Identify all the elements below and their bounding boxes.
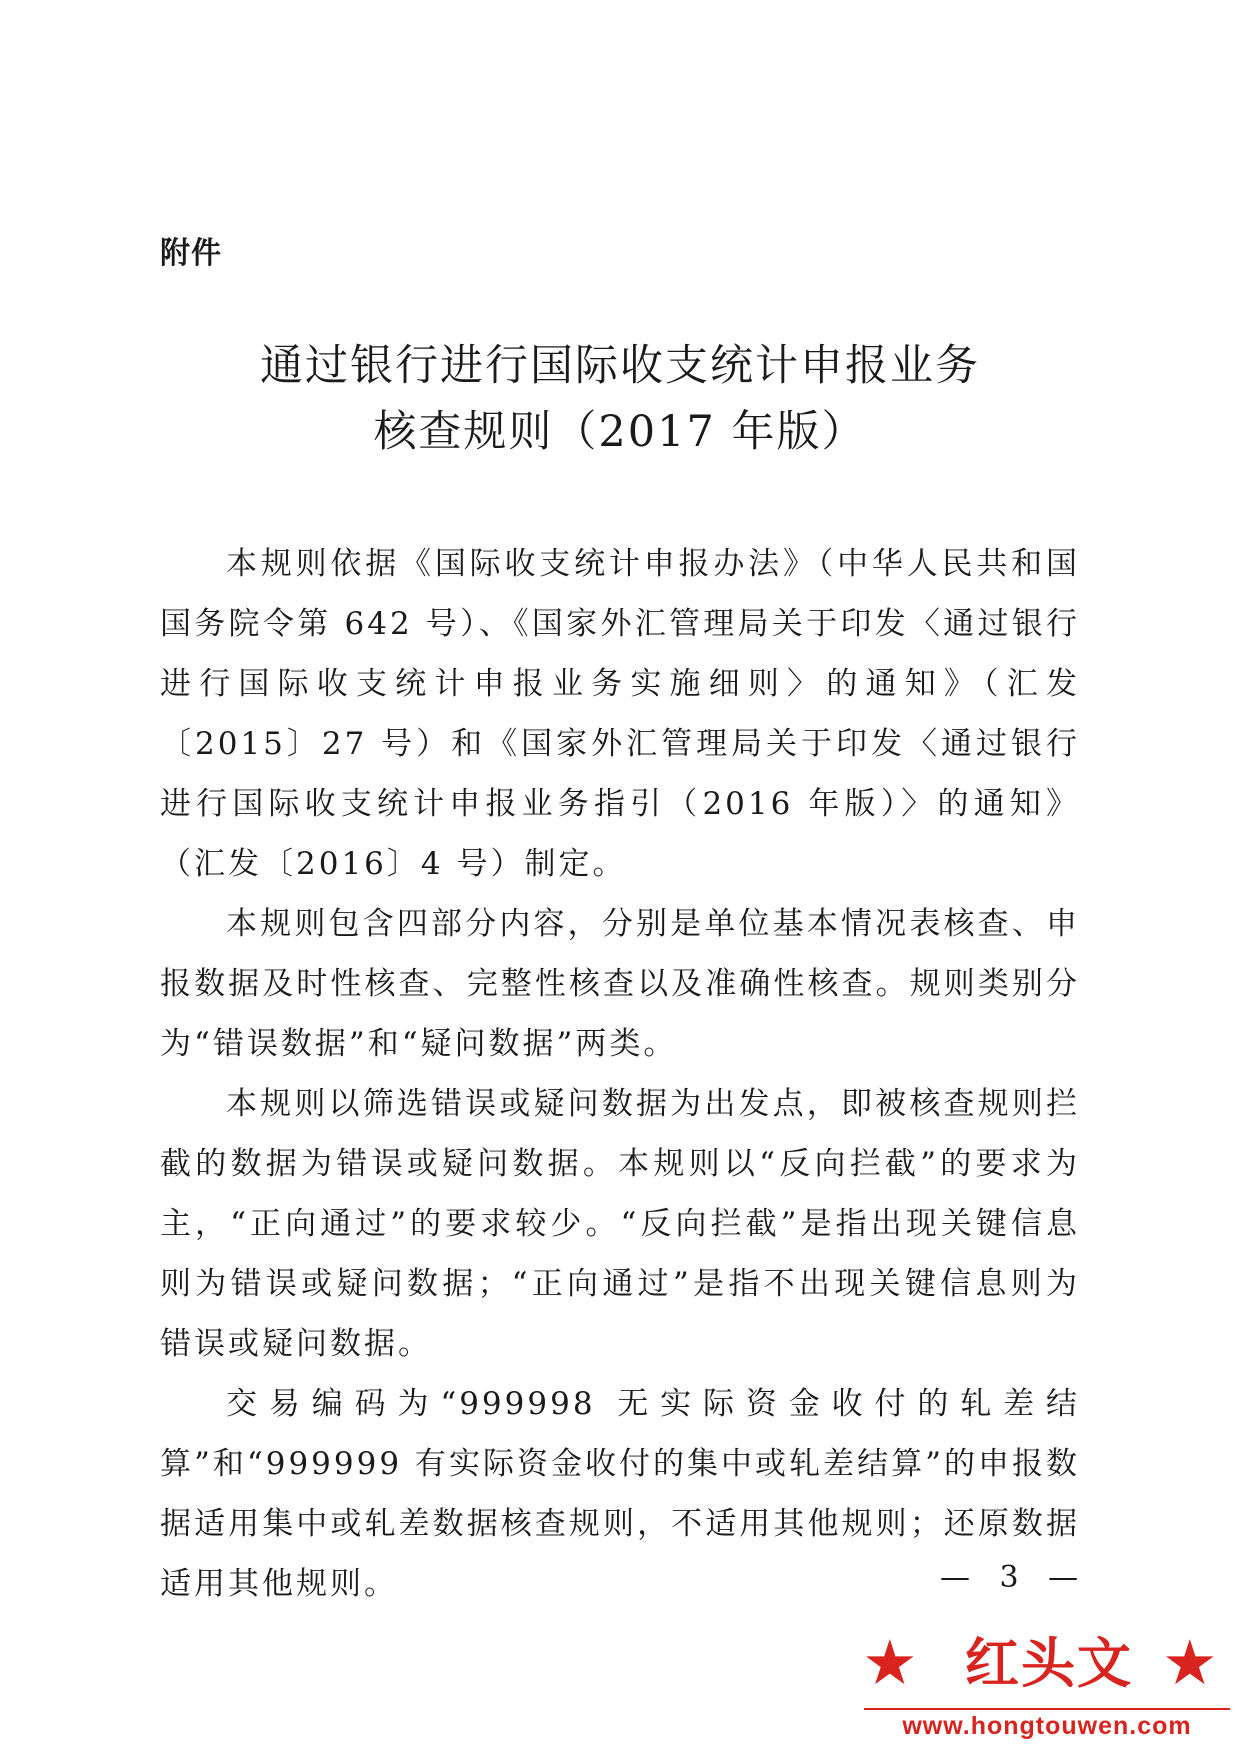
- body-paragraph: 本规则以筛选错误或疑问数据为出发点，即被核查规则拦截的数据为错误或疑问数据。本规则以“反向拦截”的要求为主，“正向通过”的要求较少。“反向拦截”是指出现关键信息则为错误或疑问数据；“正向通过”是指不出现关键信息则为错误或疑问数据。: [160, 1086, 1080, 1362]
- document-title-line1: 通过银行进行国际收支统计申报业务: [260, 341, 980, 391]
- body-paragraph: 本规则包含四部分内容，分别是单位基本情况表核查、申报数据及时性核查、完整性核查以及准确性核查。规则类别分为“错误数据”和“疑问数据”两类。: [160, 906, 1080, 1062]
- star-icon: ★: [1162, 1626, 1218, 1699]
- page-number: — 3 —: [940, 1560, 1089, 1595]
- document-title-line2: 核查规则（2017 年版）: [373, 407, 867, 457]
- watermark-url: www.hongtouwen.com: [864, 1708, 1230, 1741]
- body-paragraph: 交易编码为“999998 无实际资金收付的轧差结算”和“999999 有实际资金收付的集中或轧差结算”的申报数据适用集中或轧差数据核查规则，不适用其他规则；还原数据适用其他规则。: [160, 1386, 1080, 1602]
- watermark-brand-text: 红头文: [965, 1632, 1133, 1695]
- attachment-label: 附件: [160, 236, 222, 271]
- star-icon: ★: [862, 1626, 918, 1699]
- watermark-logo: [862, 1628, 1232, 1748]
- document-body: [160, 534, 1080, 1614]
- body-paragraph: 本规则依据《国际收支统计申报办法》（中华人民共和国国务院令第 642 号）、《国家外汇管理局关于印发〈通过银行进行国际收支统计申报业务实施细则〉的通知》（汇发〔2015〕27 号）和《国家外汇管理局关于印发〈通过银行进行国际收支统计申报业务指引（2016 年版）〉的通知》（汇发〔2016〕4 号）制定。: [160, 546, 1080, 882]
